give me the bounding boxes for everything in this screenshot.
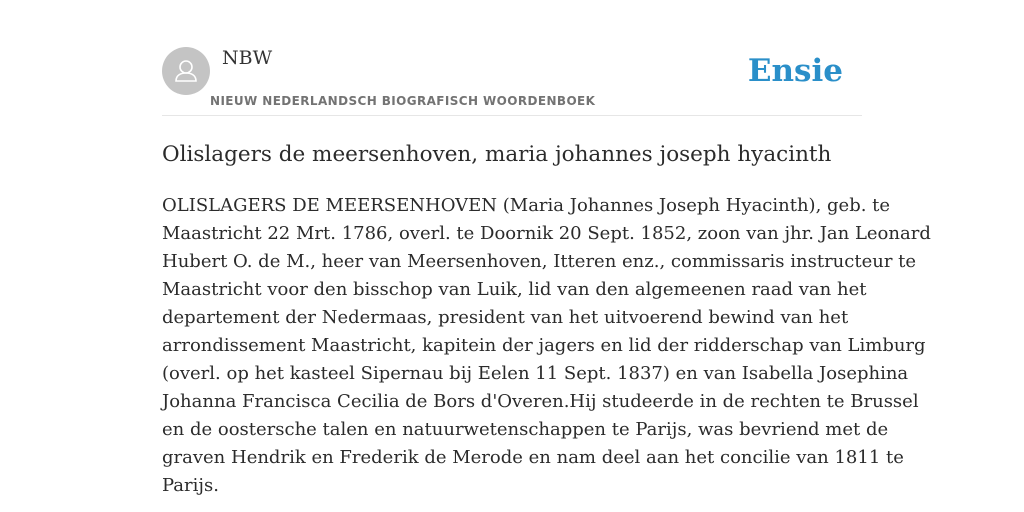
article-body	[162, 192, 931, 500]
body-line: (overl. op het kasteel Sipernau bij Eelen 11 Sept. 1837) en van Isabella Josephina	[162, 363, 909, 384]
body-line: graven Hendrik en Frederik de Merode en nam deel aan het concilie van 1811 te	[162, 447, 904, 468]
source-subtitle: NIEUW NEDERLANDSCH BIOGRAFISCH WOORDENBOEK	[210, 94, 596, 108]
user-silhouette-icon[interactable]	[162, 47, 210, 95]
body-line: Johanna Francisca Cecilia de Bors d'Overen.Hij studeerde in de rechten te Brussel	[162, 391, 919, 412]
brand-logo[interactable]: Ensie	[747, 53, 843, 89]
body-line: Parijs.	[162, 475, 219, 496]
body-line: arrondissement Maastricht, kapitein der jagers en lid der ridderschap van Limburg	[162, 335, 926, 356]
body-line: Hubert O. de M., heer van Meersenhoven, Itteren enz., commissaris instructeur te	[162, 251, 917, 272]
body-line: Maastricht 22 Mrt. 1786, overl. te Doornik 20 Sept. 1852, zoon van jhr. Jan Leonard	[162, 223, 931, 244]
source-header	[162, 46, 862, 116]
source-name[interactable]: NBW	[222, 47, 273, 69]
article-title: Olislagers de meersenhoven, maria johannes joseph hyacinth	[162, 142, 832, 167]
body-line: en de oostersche talen en natuurwetenschappen te Parijs, was bevriend met de	[162, 419, 889, 440]
body-line: Maastricht voor den bisschop van Luik, lid van den algemeenen raad van het	[162, 279, 867, 300]
body-line: departement der Nedermaas, president van het uitvoerend bewind van het	[162, 307, 849, 328]
body-line: OLISLAGERS DE MEERSENHOVEN (Maria Johannes Joseph Hyacinth), geb. te	[162, 195, 891, 216]
